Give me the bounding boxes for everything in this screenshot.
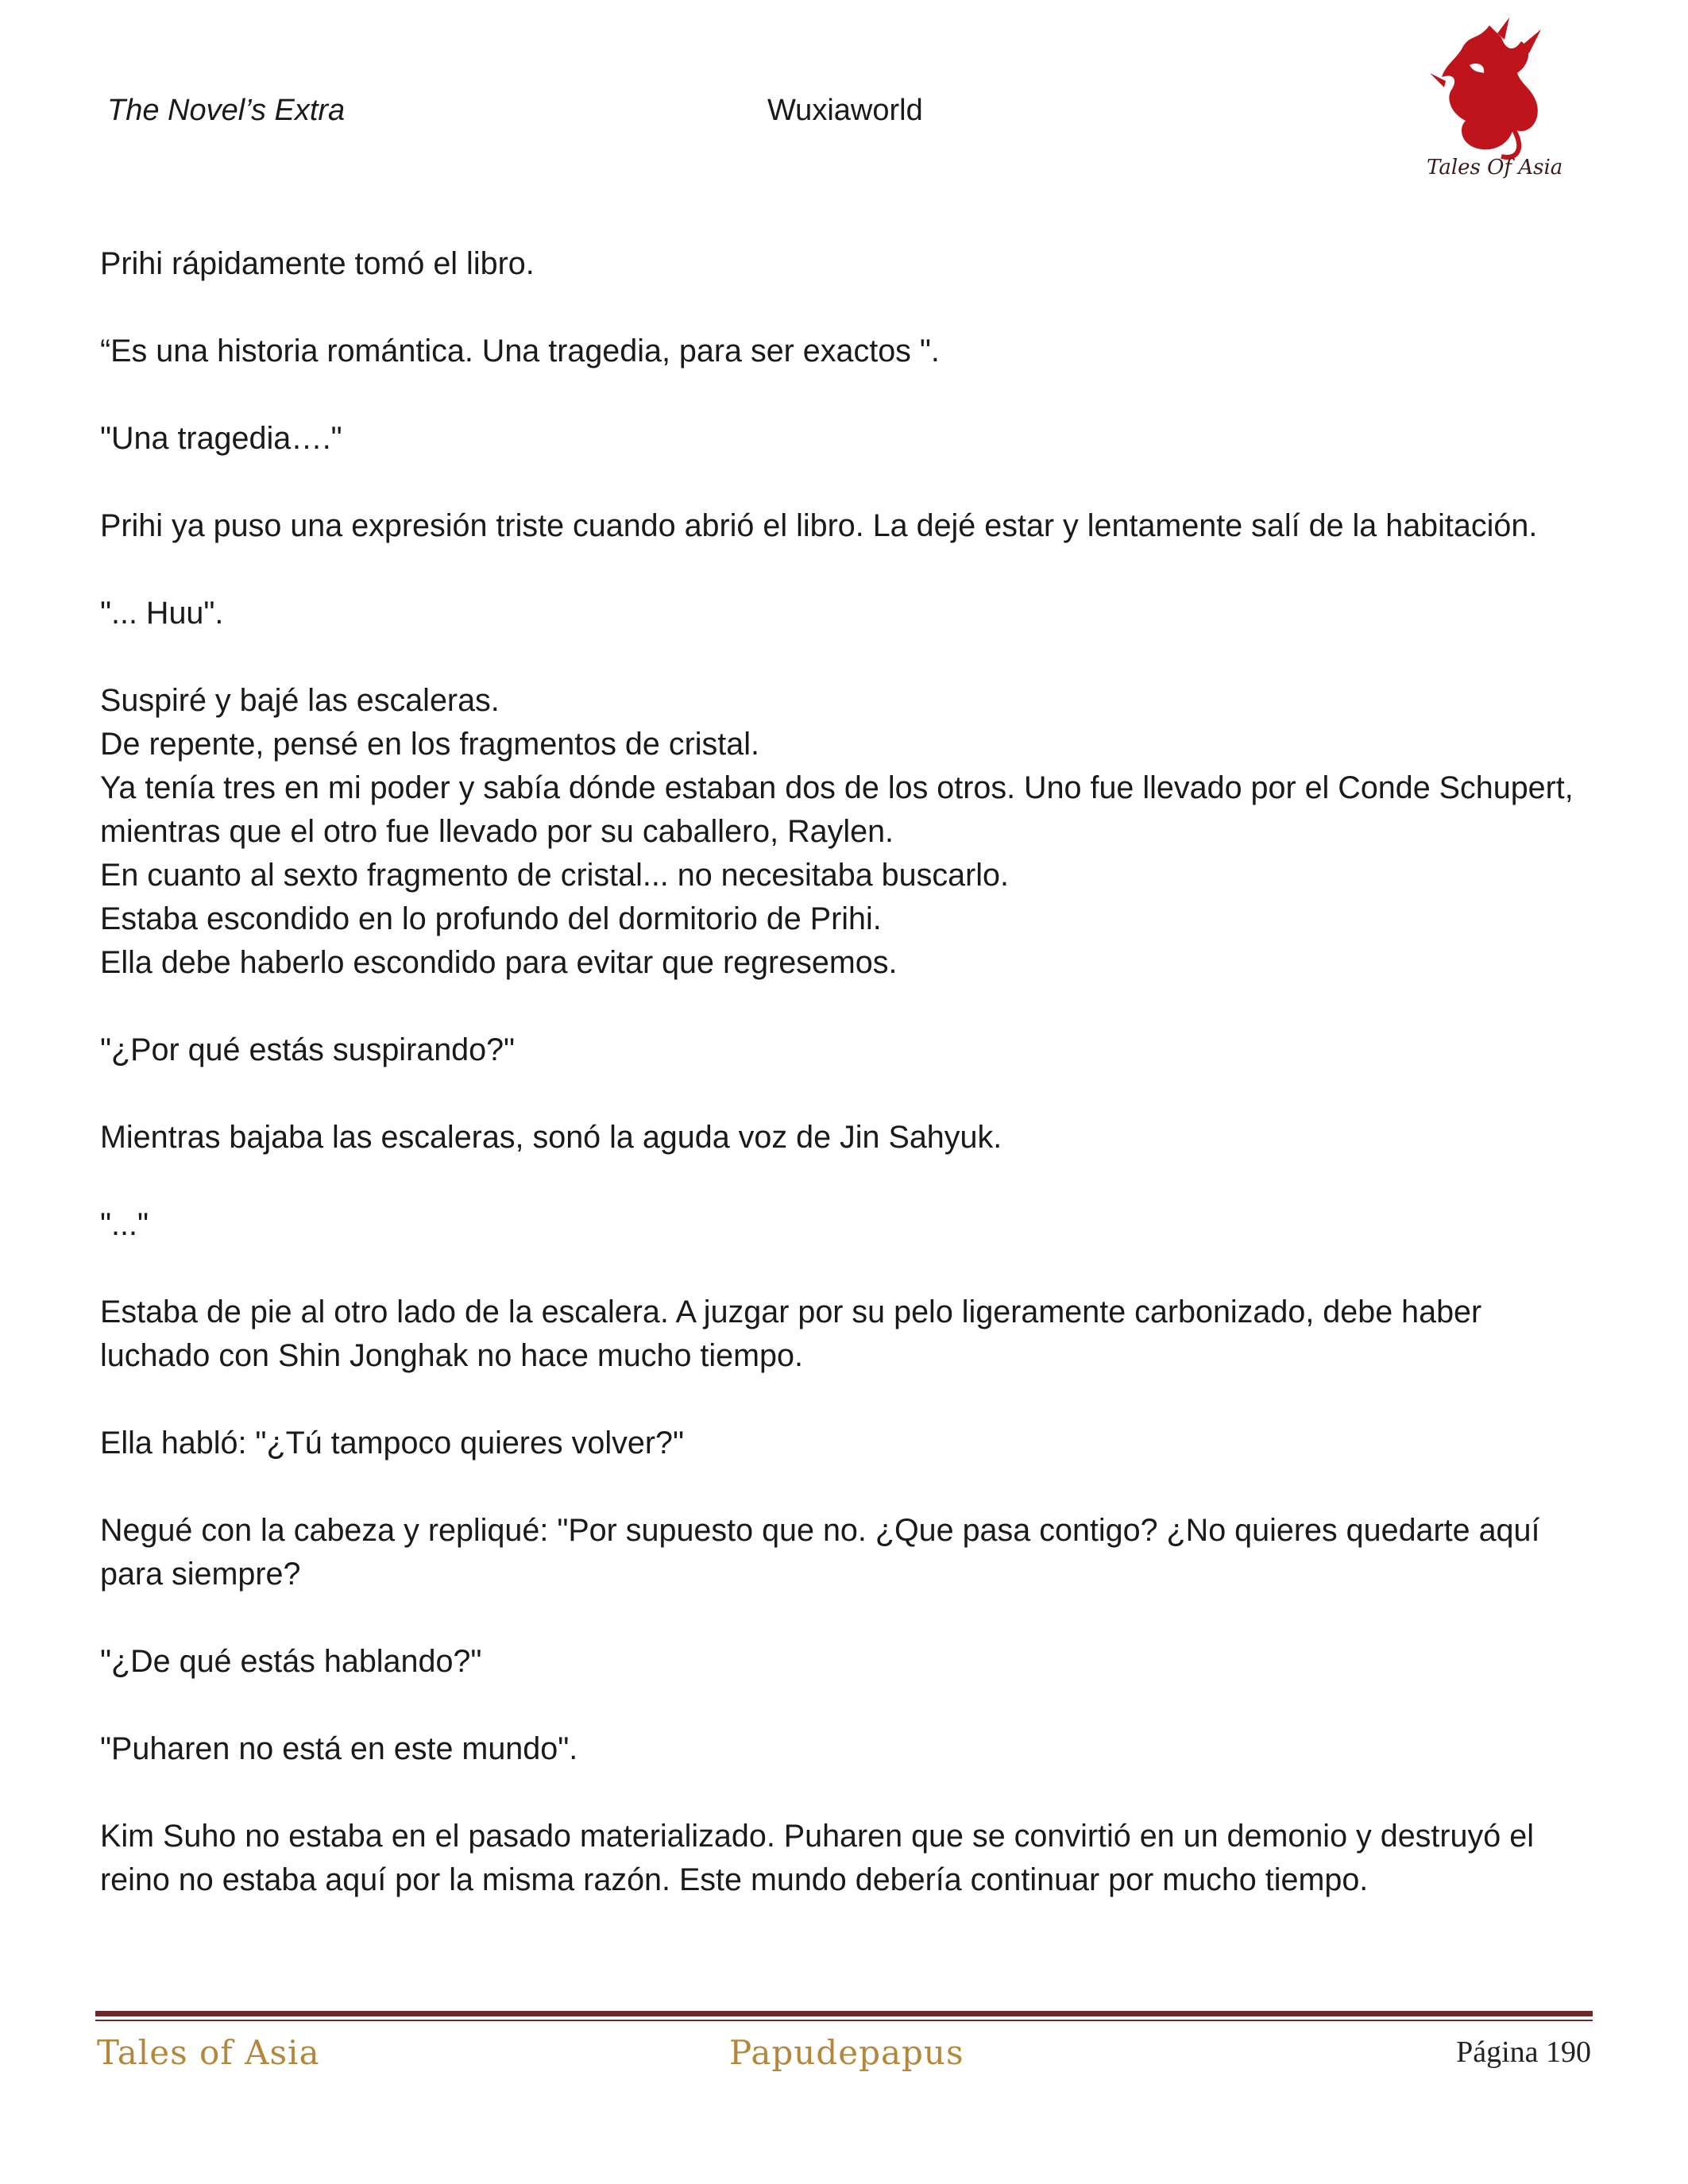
site-name: Wuxiaworld [767, 94, 923, 127]
paragraph: Kim Suho no estaba en el pasado materializado. Puharen que se convirtió en un demonio y destruyó el reino no estaba aquí por la misma razón. Este mundo debería continuar por mucho tiempo. [100, 1819, 1534, 1897]
paragraph-line: Estaba escondido en lo profundo del dormitorio de Prihi. [100, 901, 882, 936]
paragraph-line: En cuanto al sexto fragmento de cristal... no necesitaba buscarlo. [100, 858, 1009, 893]
paragraph-line: Ella debe haberlo escondido para evitar que regresemos. [100, 945, 898, 980]
paragraph: Negué con la cabeza y repliqué: "Por supuesto que no. ¿Que pasa contigo? ¿No quieres quedarte aquí para siempre? [100, 1513, 1540, 1592]
book-title: The Novel’s Extra [107, 94, 346, 127]
footer-translator: Papudepapus [729, 2033, 964, 2072]
chapter-body [100, 242, 1593, 1946]
paragraph: "¿De qué estás hablando?" [100, 1644, 482, 1679]
footer-rule [95, 2011, 1593, 2016]
footer-rule-thin [95, 2020, 1593, 2021]
paragraph: “Es una historia romántica. Una tragedia, para ser exactos ". [100, 334, 940, 369]
paragraph: "..." [100, 1207, 149, 1242]
paragraph-block [100, 679, 1593, 985]
paragraph-line: De repente, pensé en los fragmentos de cristal. [100, 727, 759, 762]
paragraph: Prihi ya puso una expresión triste cuando abrió el libro. La dejé estar y lentamente salí de la habitación. [100, 508, 1538, 543]
paragraph: Estaba de pie al otro lado de la escalera. A juzgar por su pelo ligeramente carbonizado, debe haber luchado con Shin Jonghak no hace mucho tiempo. [100, 1295, 1482, 1373]
logo-caption: Tales Of Asia [1427, 156, 1563, 179]
paragraph: "¿Por qué estás suspirando?" [100, 1032, 516, 1067]
footer-publisher: Tales of Asia [97, 2033, 320, 2072]
page-header [0, 0, 1688, 206]
paragraph-line: Suspiré y bajé las escaleras. [100, 683, 500, 718]
paragraph: "Puharen no está en este mundo". [100, 1731, 578, 1766]
paragraph: Prihi rápidamente tomó el libro. [100, 246, 535, 281]
paragraph: Mientras bajaba las escaleras, sonó la aguda voz de Jin Sahyuk. [100, 1120, 1002, 1155]
paragraph: "... Huu". [100, 596, 224, 631]
paragraph: "Una tragedia…." [100, 421, 342, 456]
paragraph: Ella habló: "¿Tú tampoco quieres volver?" [100, 1426, 685, 1461]
paragraph-line: Ya tenía tres en mi poder y sabía dónde estaban dos de los otros. Uno fue llevado por el Conde Schupert, mientras que el otro fue llevado por su caballero, Raylen. [100, 770, 1574, 849]
page-number: Página 190 [1456, 2035, 1591, 2069]
